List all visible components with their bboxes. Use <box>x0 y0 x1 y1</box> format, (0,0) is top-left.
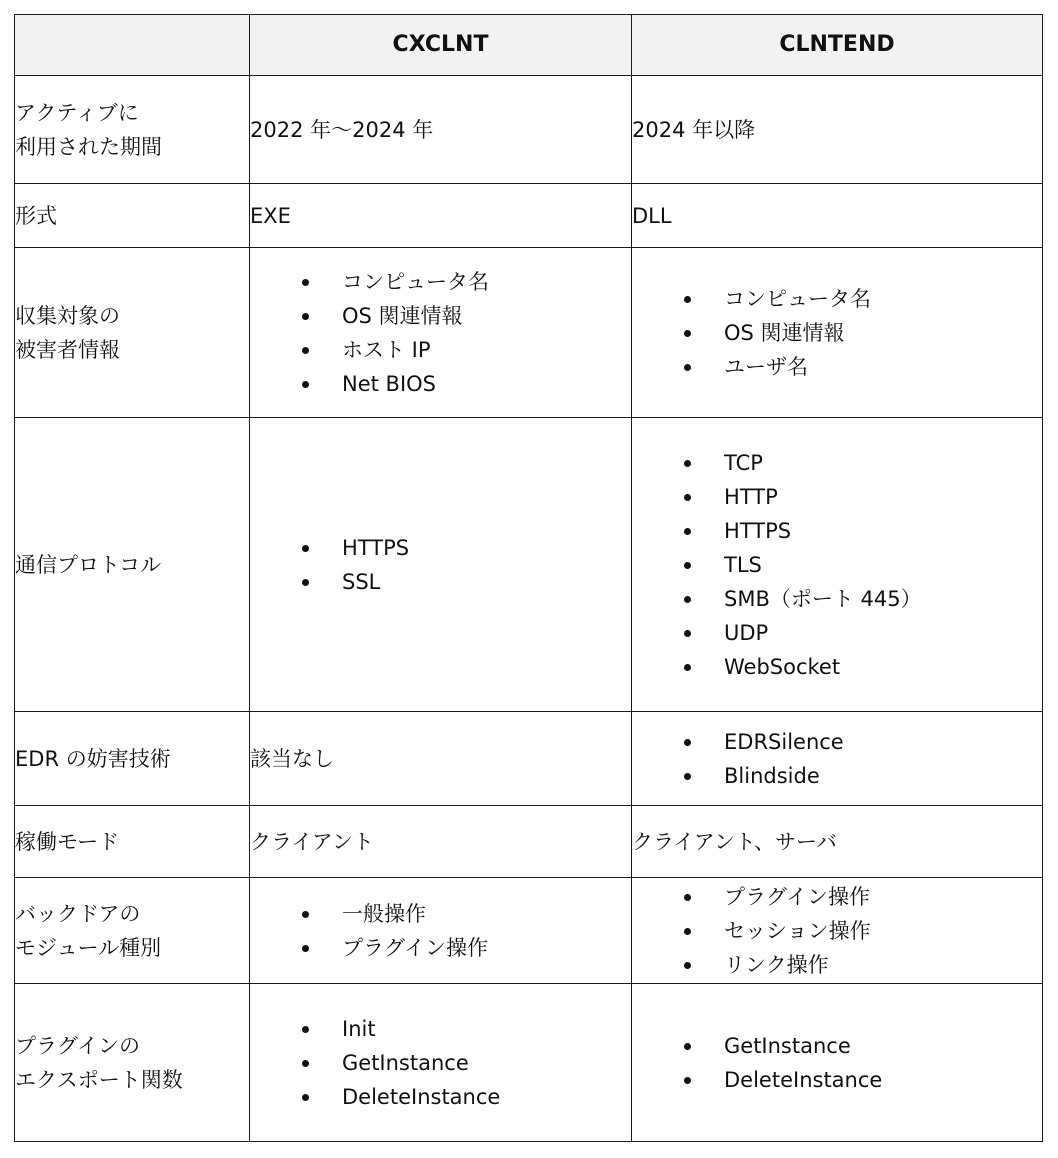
list-item: OS 関連情報 <box>302 299 631 333</box>
list-item: DeleteInstance <box>302 1080 631 1114</box>
bullet-list <box>684 880 1042 982</box>
list-item: セッション操作 <box>684 914 1042 948</box>
bullet-icon <box>684 664 691 671</box>
list-item: リンク操作 <box>684 948 1042 982</box>
cxclnt-value: 2022 年～2024 年 <box>250 76 632 184</box>
header-corner-cell <box>15 15 250 76</box>
header-clntend: CLNTEND <box>632 15 1043 76</box>
list-item: プラグイン操作 <box>302 931 631 965</box>
bullet-icon <box>302 279 309 286</box>
bullet-icon <box>684 296 691 303</box>
list-item: 一般操作 <box>302 897 631 931</box>
list-item: プラグイン操作 <box>684 880 1042 914</box>
bullet-list <box>302 265 631 401</box>
clntend-list-cell <box>632 878 1043 984</box>
row-format <box>15 184 1043 248</box>
row-module-types <box>15 878 1043 984</box>
bullet-icon <box>302 545 309 552</box>
bullet-icon <box>684 1077 691 1084</box>
bullet-icon <box>684 460 691 467</box>
row-label: 通信プロトコル <box>15 418 250 712</box>
list-item: ユーザ名 <box>684 350 1042 384</box>
clntend-list-cell <box>632 984 1043 1142</box>
list-item: HTTP <box>684 480 1042 514</box>
bullet-icon <box>302 313 309 320</box>
list-item: コンピュータ名 <box>302 265 631 299</box>
bullet-icon <box>684 596 691 603</box>
bullet-icon <box>684 928 691 935</box>
row-edr-evasion <box>15 712 1043 806</box>
bullet-icon <box>302 1094 309 1101</box>
bullet-icon <box>684 773 691 780</box>
cxclnt-list-cell <box>250 984 632 1142</box>
bullet-icon <box>302 347 309 354</box>
clntend-list-cell <box>632 712 1043 806</box>
bullet-icon <box>302 579 309 586</box>
row-label: 形式 <box>15 184 250 248</box>
bullet-icon <box>684 962 691 969</box>
bullet-icon <box>684 894 691 901</box>
list-item: EDRSilence <box>684 725 1042 759</box>
list-item: SSL <box>302 565 631 599</box>
row-label: アクティブに 利用された期間 <box>15 76 250 184</box>
list-item: WebSocket <box>684 650 1042 684</box>
list-item: Init <box>302 1012 631 1046</box>
header-row <box>15 15 1043 76</box>
bullet-list <box>302 1012 631 1114</box>
list-item: ホスト IP <box>302 333 631 367</box>
bullet-icon <box>302 381 309 388</box>
bullet-icon <box>684 630 691 637</box>
bullet-list <box>684 282 1042 384</box>
clntend-list-cell <box>632 248 1043 418</box>
cxclnt-value: クライアント <box>250 806 632 878</box>
cxclnt-value: 該当なし <box>250 712 632 806</box>
bullet-list <box>684 725 1042 793</box>
list-item: HTTPS <box>684 514 1042 548</box>
clntend-value: クライアント、サーバ <box>632 806 1043 878</box>
bullet-icon <box>302 1060 309 1067</box>
bullet-icon <box>302 1026 309 1033</box>
row-export-functions <box>15 984 1043 1142</box>
row-protocols <box>15 418 1043 712</box>
bullet-list <box>302 897 631 965</box>
bullet-list <box>684 446 1042 684</box>
list-item: Net BIOS <box>302 367 631 401</box>
bullet-icon <box>302 945 309 952</box>
row-label: プラグインの エクスポート関数 <box>15 984 250 1142</box>
bullet-icon <box>684 494 691 501</box>
cxclnt-list-cell <box>250 878 632 984</box>
bullet-icon <box>684 562 691 569</box>
list-item: GetInstance <box>684 1029 1042 1063</box>
list-item: TCP <box>684 446 1042 480</box>
row-label: バックドアの モジュール種別 <box>15 878 250 984</box>
row-operating-mode <box>15 806 1043 878</box>
cxclnt-list-cell <box>250 248 632 418</box>
bullet-icon <box>684 528 691 535</box>
row-label: EDR の妨害技術 <box>15 712 250 806</box>
bullet-icon <box>302 911 309 918</box>
cxclnt-list-cell <box>250 418 632 712</box>
row-label: 収集対象の 被害者情報 <box>15 248 250 418</box>
row-active-period <box>15 76 1043 184</box>
clntend-list-cell <box>632 418 1043 712</box>
bullet-icon <box>684 739 691 746</box>
bullet-list <box>302 531 631 599</box>
row-label: 稼働モード <box>15 806 250 878</box>
cxclnt-value: EXE <box>250 184 632 248</box>
list-item: SMB（ポート 445） <box>684 582 1042 616</box>
list-item: GetInstance <box>302 1046 631 1080</box>
clntend-value: 2024 年以降 <box>632 76 1043 184</box>
header-cxclnt: CXCLNT <box>250 15 632 76</box>
bullet-icon <box>684 330 691 337</box>
list-item: DeleteInstance <box>684 1063 1042 1097</box>
row-collected-info <box>15 248 1043 418</box>
bullet-icon <box>684 1043 691 1050</box>
comparison-table <box>14 14 1043 1142</box>
list-item: TLS <box>684 548 1042 582</box>
list-item: HTTPS <box>302 531 631 565</box>
bullet-list <box>684 1029 1042 1097</box>
list-item: UDP <box>684 616 1042 650</box>
list-item: OS 関連情報 <box>684 316 1042 350</box>
list-item: Blindside <box>684 759 1042 793</box>
bullet-icon <box>684 364 691 371</box>
list-item: コンピュータ名 <box>684 282 1042 316</box>
clntend-value: DLL <box>632 184 1043 248</box>
